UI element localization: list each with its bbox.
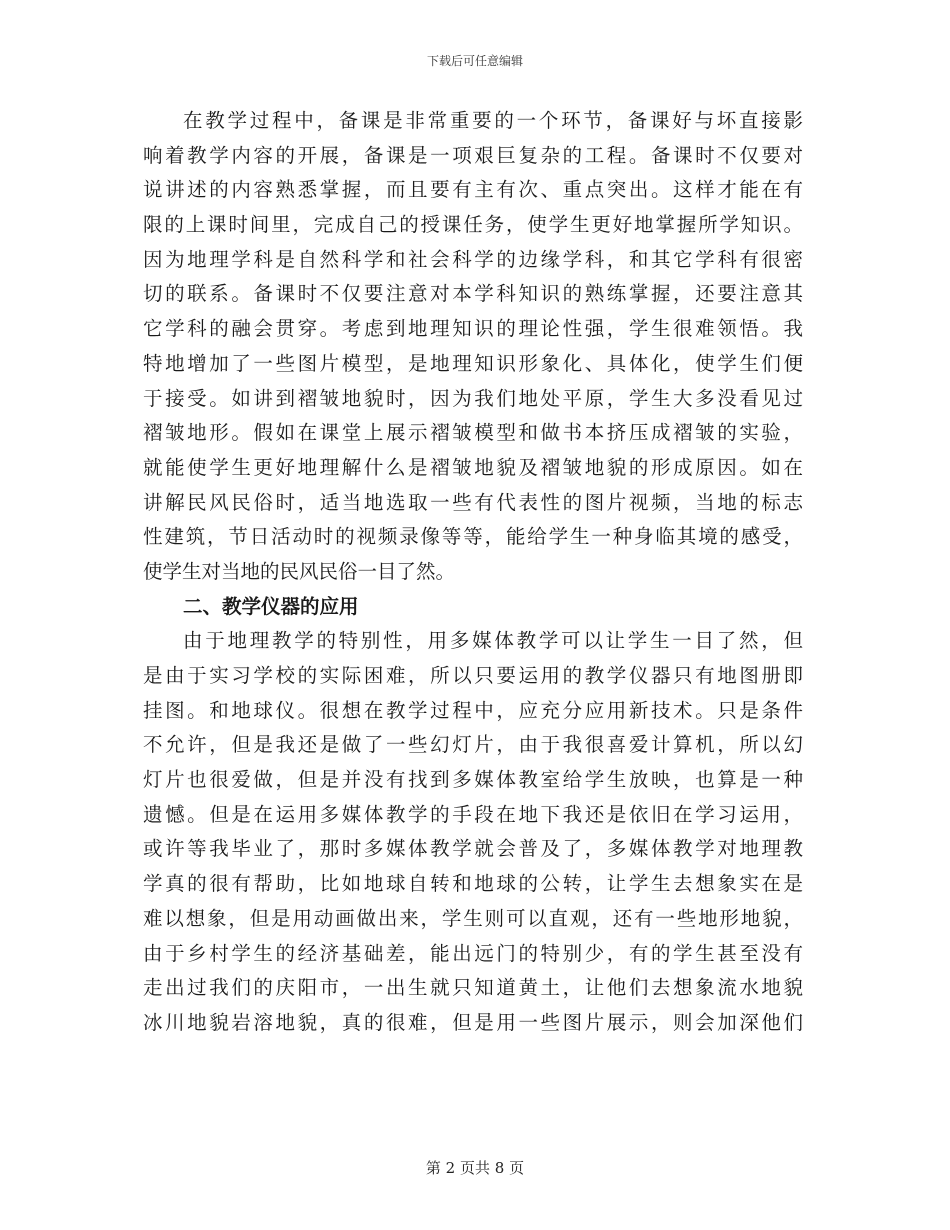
paragraph-line: 于接受。如讲到褶皱地貌时，因为我们地处平原，学生大多没看见过: [143, 386, 803, 410]
paragraph-line: 它学科的融会贯穿。考虑到地理知识的理论性强，学生很难领悟。我: [143, 317, 803, 341]
paragraph-line: 就能使学生更好地理解什么是褶皱地貌及褶皱地貌的形成原因。如在: [143, 455, 803, 479]
paragraph-line: 切的联系。备课时不仅要注意对本学科知识的熟练掌握，还要注意其: [143, 282, 803, 306]
paragraph-line: 讲解民风民俗时，适当地选取一些有代表性的图片视频，当地的标志: [143, 490, 803, 514]
document-body: [143, 104, 803, 1041]
page-header: 下载后可任意编辑: [426, 54, 523, 68]
paragraph-line: 因为地理学科是自然科学和社会科学的边缘学科，和其它学科有很密: [143, 247, 803, 271]
paragraph-line: 难以想象，但是用动画做出来，学生则可以直观，还有一些地形地貌，: [143, 906, 803, 930]
paragraph-line: 走出过我们的庆阳市，一出生就只知道黄土，让他们去想象流水地貌: [143, 976, 803, 1000]
paragraph-line: 响着教学内容的开展，备课是一项艰巨复杂的工程。备课时不仅要对: [143, 143, 803, 167]
paragraph-line: 是由于实习学校的实际困难，所以只要运用的教学仪器只有地图册即: [143, 664, 803, 687]
paragraph-line: 在教学过程中，备课是非常重要的一个环节，备课好与坏直接影: [183, 109, 803, 132]
paragraph-line: 褶皱地形。假如在课堂上展示褶皱模型和做书本挤压成褶皱的实验，: [143, 421, 803, 445]
paragraph-line: 挂图。和地球仪。很想在教学过程中，应充分应用新技术。只是条件: [143, 698, 803, 722]
paragraph-line: 特地增加了一些图片模型，是地理知识形象化、具体化，使学生们便: [143, 351, 803, 375]
paragraph-line: 冰川地貌岩溶地貌，真的很难，但是用一些图片展示，则会加深他们: [143, 1010, 803, 1034]
paragraph-line: 限的上课时间里，完成自己的授课任务，使学生更好地掌握所学知识。: [143, 213, 803, 237]
paragraph-line: 说讲述的内容熟悉掌握，而且要有主有次、重点突出。这样才能在有: [143, 178, 803, 202]
paragraph-line: 学真的很有帮助，比如地球自转和地球的公转，让学生去想象实在是: [143, 872, 803, 896]
paragraph-line: 性建筑，节日活动时的视频录像等等，能给学生一种身临其境的感受，: [143, 525, 803, 549]
section-heading: 二、教学仪器的应用: [183, 594, 359, 618]
paragraph-line: 使学生对当地的民风民俗一目了然。: [143, 559, 456, 583]
paragraph-line: 遗憾。但是在运用多媒体教学的手段在地下我还是依旧在学习运用，: [143, 802, 803, 826]
page-footer: 第 2 页共 8 页: [425, 1159, 525, 1177]
paragraph-line: 灯片也很爱做，但是并没有找到多媒体教室给学生放映，也算是一种: [143, 768, 803, 792]
paragraph-line: 或许等我毕业了，那时多媒体教学就会普及了，多媒体教学对地理教: [143, 837, 803, 861]
paragraph-line: 由于地理教学的特别性，用多媒体教学可以让学生一目了然，但: [183, 629, 803, 653]
paragraph-line: 由于乡村学生的经济基础差，能出远门的特别少，有的学生甚至没有: [143, 941, 803, 965]
paragraph-line: 不允许，但是我还是做了一些幻灯片，由于我很喜爱计算机，所以幻: [143, 733, 803, 757]
